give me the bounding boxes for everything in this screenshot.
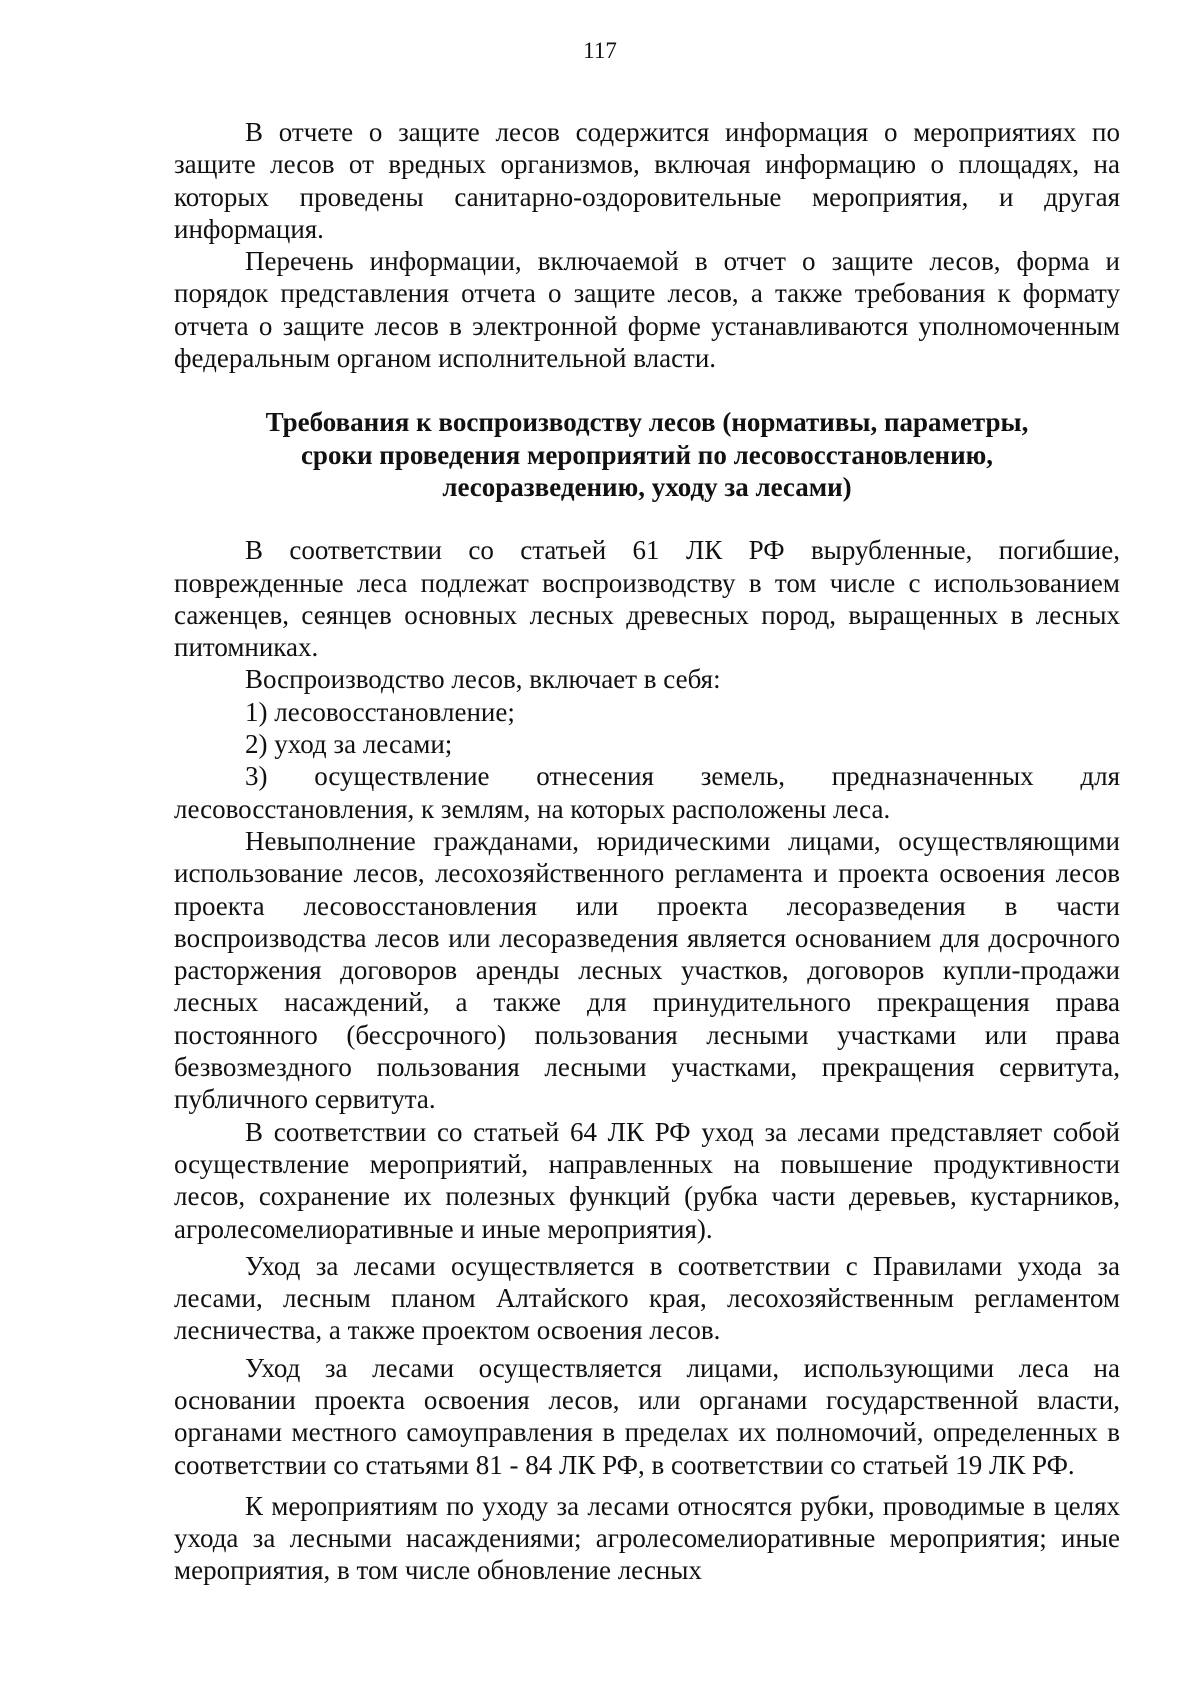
paragraph: Воспроизводство лесов, включает в себя: <box>245 664 721 695</box>
paragraph: В отчете о защите лесов содержится информация о мероприятиях по защите лесов от вредных организмов, включая информацию о площадях, на которых проведены санитарно-оздоровительные мероприятия, и другая информация. <box>174 117 1120 244</box>
section-heading-line: сроки проведения мероприятий по лесовосстановлению, <box>300 439 994 470</box>
paragraph: К мероприятиям по уходу за лесами относятся рубки, проводимые в целях ухода за лесными насаждениями; агролесомелиоративные мероприятия; иные мероприятия, в том числе обновление лесных <box>174 1490 1120 1586</box>
paragraph: Уход за лесами осуществляется в соответствии с Правилами ухода за лесами, лесным планом Алтайского края, лесохозяйственным регламентом лесничества, а также проектом освоения лесов. <box>174 1250 1120 1346</box>
section-heading <box>174 406 1120 503</box>
list-item: 3) осуществление отнесения земель, предназначенных для лесовосстановления, к землям, на которых расположены леса. <box>174 761 1120 824</box>
paragraph: Уход за лесами осуществляется лицами, использующими леса на основании проекта освоения лесов, или органами государственной власти, органами местного самоуправления в пределах их полномочий, определенных в соответствии со статьями 81 - 84 ЛК РФ, в соответствии со статьей 19 ЛК РФ. <box>174 1352 1120 1480</box>
page-number: 117 <box>583 38 617 63</box>
paragraph: В соответствии со статьей 64 ЛК РФ уход за лесами представляет собой осуществление мероприятий, направленных на повышение продуктивности лесов, сохранение их полезных функций (рубка части деревьев, кустарников, агролесомелиоративные и иные мероприятия). <box>174 1116 1120 1244</box>
list-item: 1) лесовосстановление; <box>245 696 515 727</box>
document-body <box>174 116 1120 1587</box>
list-item: 2) уход за лесами; <box>245 729 453 760</box>
section-heading-line: лесоразведению, уходу за лесами) <box>442 471 852 502</box>
paragraph: Невыполнение гражданами, юридическими лицами, осуществляющими использование лесов, лесохозяйственного регламента и проекта освоения лесов проекта лесовосстановления или проекта лесоразведения в части воспроизводства лесов или лесоразведения является основанием для досрочного расторжения договоров аренды лесных участков, договоров купли-продажи лесных насаждений, а также для принудительного прекращения права постоянного (бессрочного) пользования лесными участками или права безвозмездного пользования лесными участками, прекращения сервитута, публичного сервитута. <box>174 825 1120 1115</box>
paragraph: Перечень информации, включаемой в отчет о защите лесов, форма и порядок представления отчета о защите лесов, а также требования к формату отчета о защите лесов в электронной форме устанавливаются уполномоченным федеральным органом исполнительной власти. <box>174 246 1120 374</box>
section-heading-line: Требования к воспроизводству лесов (нормативы, параметры, <box>265 407 1029 438</box>
paragraph: В соответствии со статьей 61 ЛК РФ вырубленные, погибшие, поврежденные леса подлежат воспроизводству в том числе с использованием саженцев, сеянцев основных лесных древесных пород, выращенных в лесных питомниках. <box>174 535 1120 663</box>
